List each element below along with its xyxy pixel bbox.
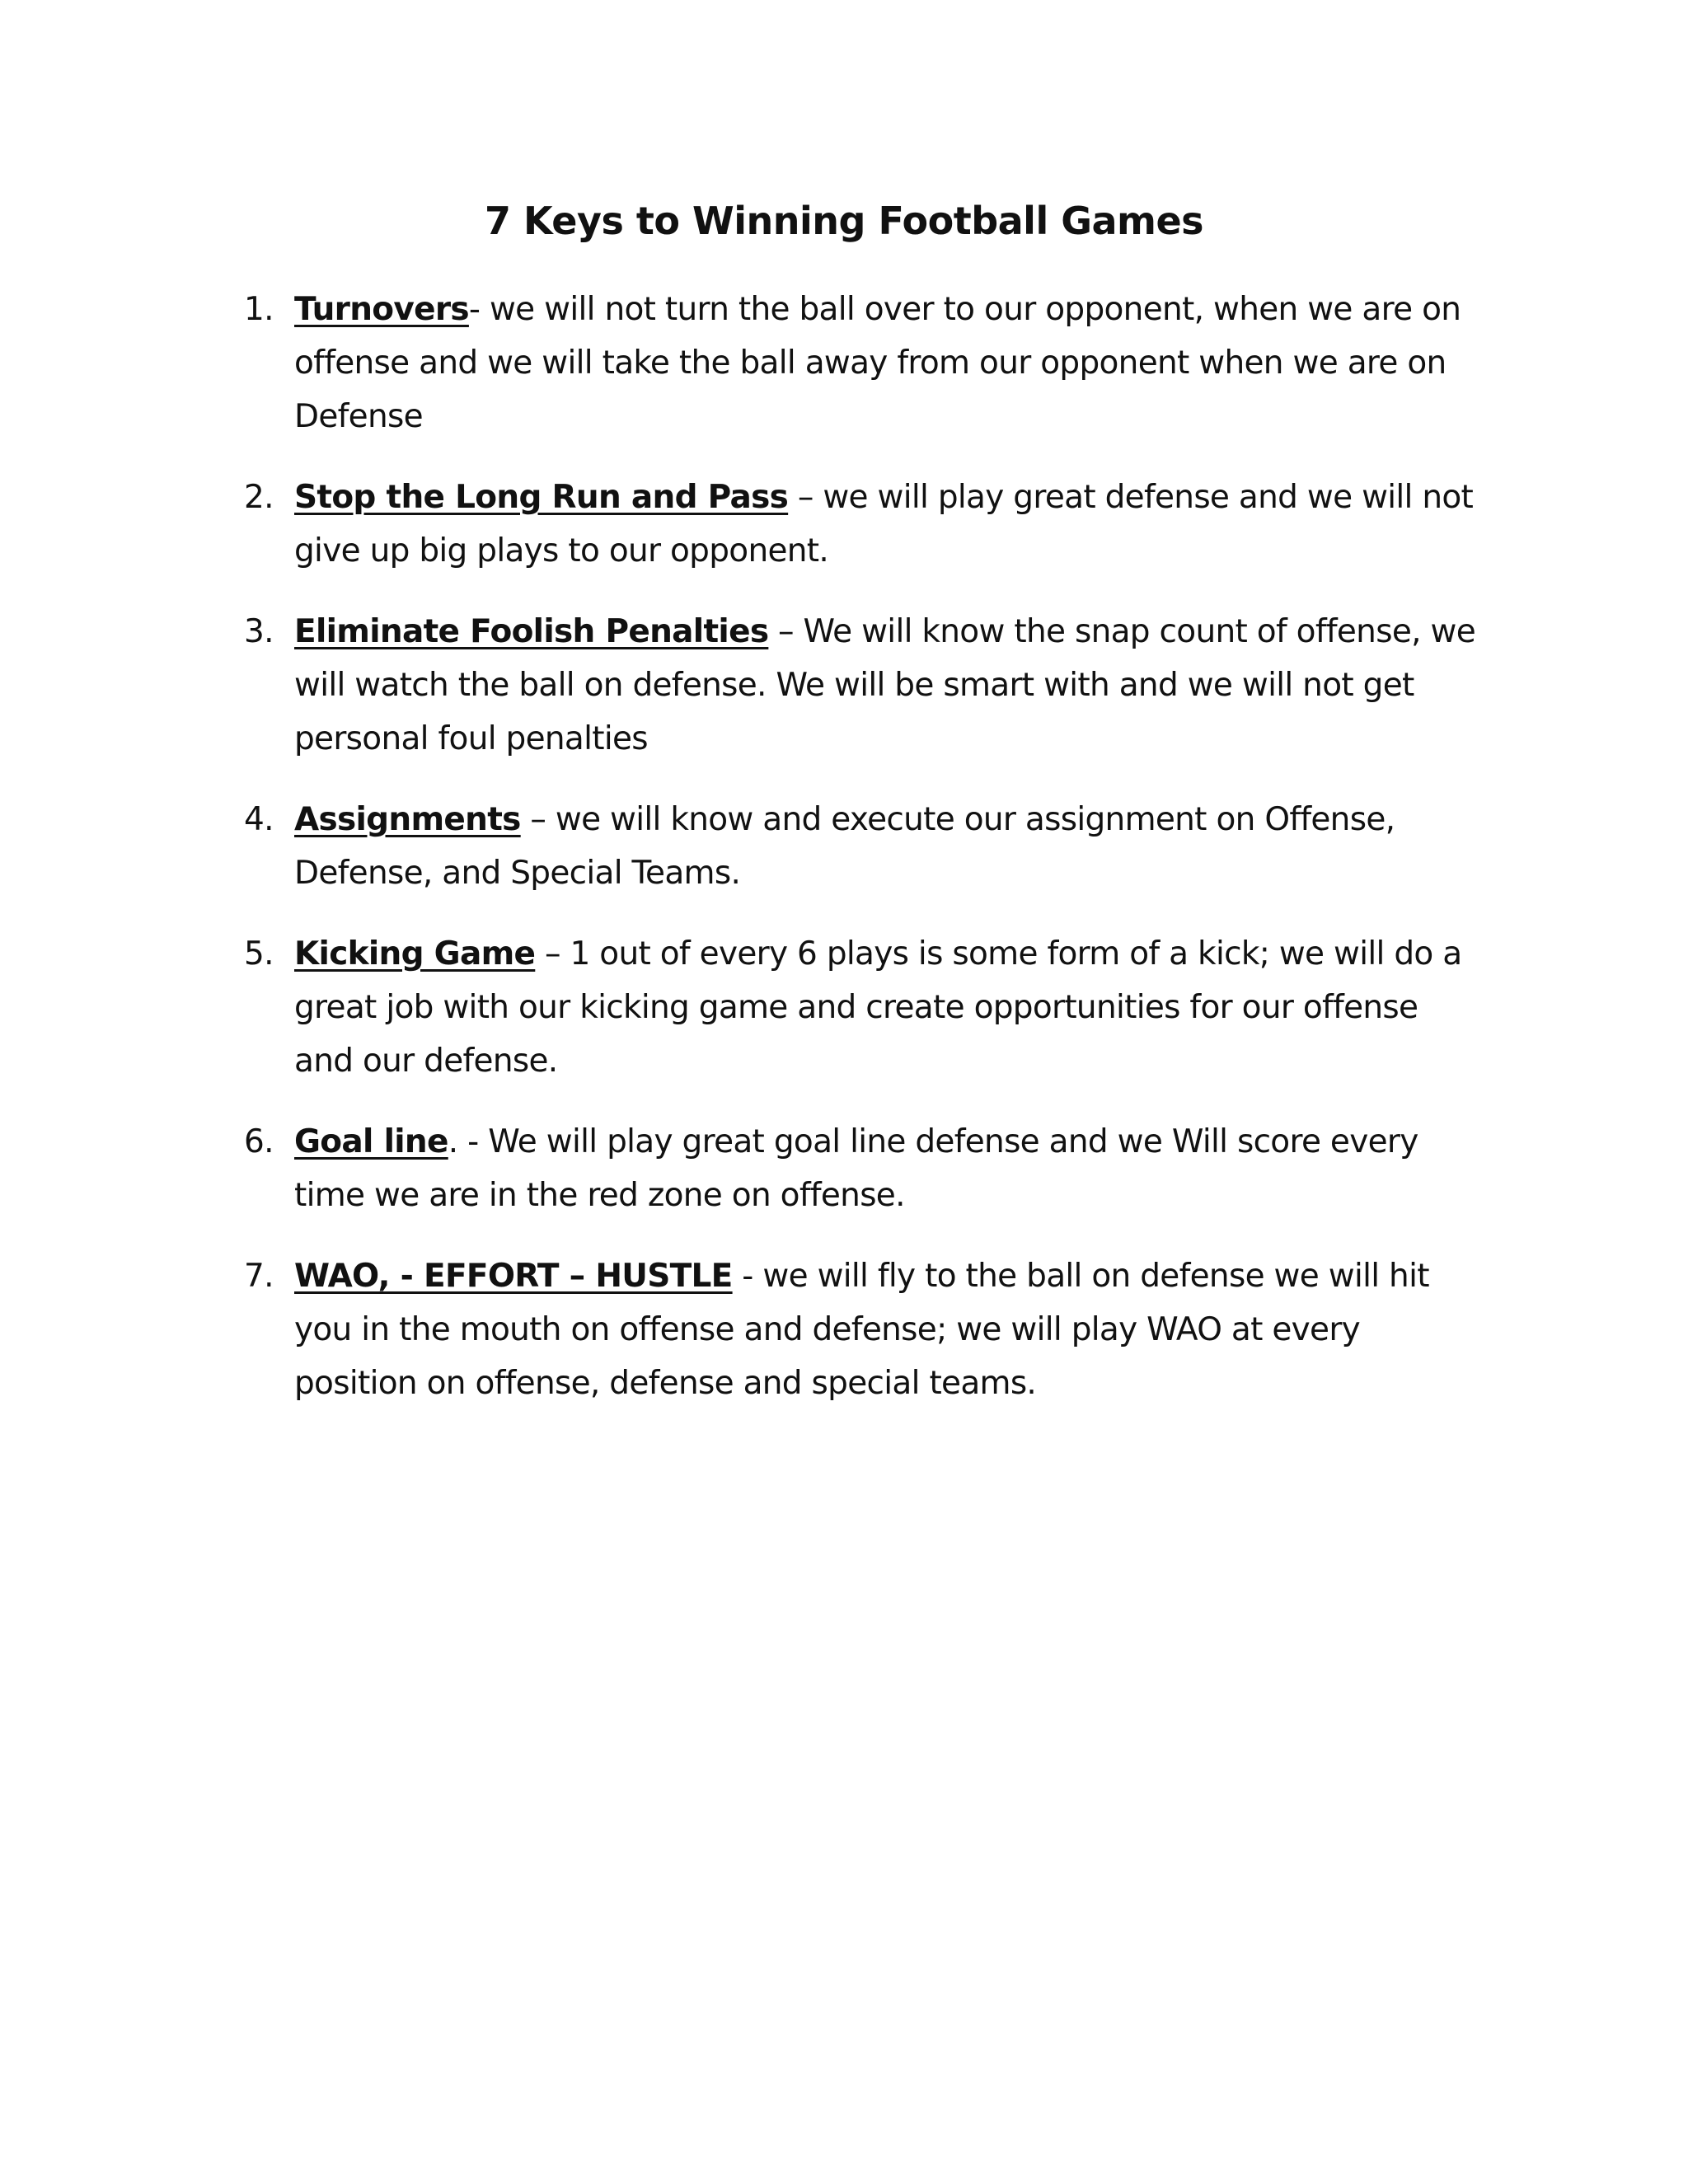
- list-number: 3.: [244, 613, 274, 650]
- page-title: 7 Keys to Winning Football Games: [484, 199, 1204, 243]
- list-number: 6.: [244, 1123, 274, 1160]
- list-item-penalties: [244, 605, 1480, 766]
- list-text: – 1 out of every 6 plays is some form of a kick; we will do a great job with our kicking game and create opportunities for our offense and our defense.: [294, 935, 1462, 1080]
- list-number: 4.: [244, 801, 274, 838]
- list-text: – we will know and execute our assignment on Offense, Defense, and Special Teams.: [294, 801, 1395, 892]
- list-item-effort-hustle: [244, 1249, 1480, 1410]
- list-heading: Eliminate Foolish Penalties: [294, 613, 769, 650]
- list-item-stop-long-run: [244, 471, 1480, 578]
- list-item-goal-line: [244, 1115, 1480, 1222]
- list-heading: Kicking Game: [294, 935, 536, 972]
- list-text: - we will fly to the ball on defense we will hit you in the mouth on offense and defense; we will play WAO at every position on offense, defense and special teams.: [294, 1258, 1429, 1402]
- keys-list: [244, 283, 1480, 1437]
- list-item-assignments: [244, 793, 1480, 900]
- list-item-turnovers: [244, 283, 1480, 443]
- list-number: 7.: [244, 1258, 274, 1295]
- list-number: 5.: [244, 935, 274, 972]
- list-text: - we will not turn the ball over to our opponent, when we are on offense and we will take the ball away from our opponent when we are on Defense: [294, 291, 1461, 435]
- list-heading: WAO, - EFFORT – HUSTLE: [294, 1258, 733, 1295]
- list-text: – we will play great defense and we will not give up big plays to our opponent.: [294, 479, 1474, 569]
- list-heading: Assignments: [294, 801, 521, 838]
- list-heading: Turnovers: [294, 291, 469, 328]
- list-number: 1.: [244, 291, 274, 328]
- list-heading: Goal line: [294, 1123, 448, 1160]
- list-item-kicking-game: [244, 927, 1480, 1088]
- list-number: 2.: [244, 479, 274, 516]
- list-text: – We will know the snap count of offense, we will watch the ball on defense. We will be smart with and we will not get personal foul penalties: [294, 613, 1475, 757]
- list-text: . - We will play great goal line defense and we Will score every time we are in the red zone on offense.: [294, 1123, 1418, 1214]
- list-heading: Stop the Long Run and Pass: [294, 479, 789, 516]
